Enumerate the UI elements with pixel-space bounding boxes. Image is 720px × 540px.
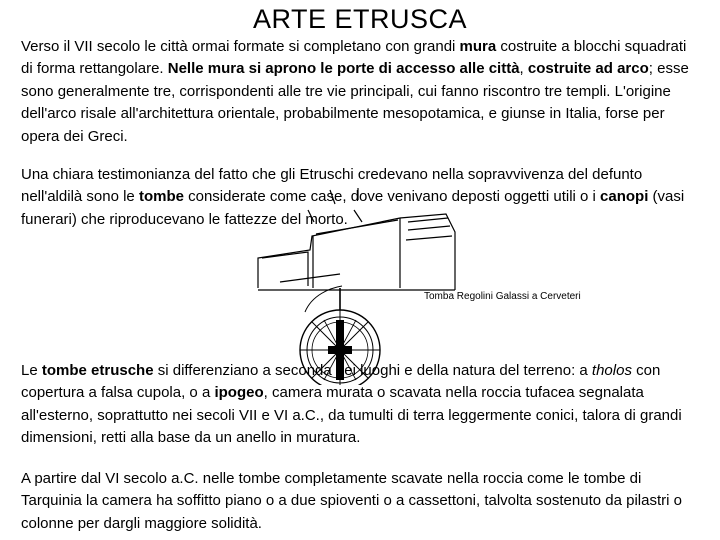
p3-segment: Le — [21, 362, 42, 379]
p1-segment: Verso il VII secolo le città ormai formate si completano con grandi — [21, 38, 460, 55]
p2-segment: (vasi funerari) che riproducevano le fattezze del morto. — [21, 188, 685, 228]
p1-segment: costruite a blocchi squadrati di forma rettangolare. — [21, 38, 687, 78]
p3-segment: ipogeo — [214, 384, 264, 402]
p3-segment: con copertura a falsa cupola, o a — [21, 362, 661, 402]
p1-segment: , — [519, 60, 528, 78]
image-caption: Tomba Regolini Galassi a Cerveteri — [424, 291, 581, 302]
page-title: ARTE ETRUSCA — [252, 4, 468, 34]
p1-segment: mura — [459, 38, 497, 55]
p2-segment: canopi — [600, 188, 649, 206]
p2-segment: Una chiara testimonianza del fatto che gli Etruschi credevano nella sopravvivenza del defunto nell'aldilà sono le — [21, 166, 643, 206]
p4-segment: A partire dal VI secolo a.C. nelle tombe completamente scavate nella roccia come le tombe di Tarquinia la camera ha soffitto piano o a due spioventi o a cassettoni, talvolta sostenuto da pilastri o colonne per dargli maggiore solidità. — [21, 470, 682, 532]
p3-segment: tombe etrusche — [41, 362, 154, 379]
p3-segment: , camera murata o scavata nella roccia tufacea segnalata all'esterno, soprattutto nei secoli VII e VI a.C., da tumulti di terra leggermente conici, talora di grandi dimensioni, retti alla base da un anello in muratura. — [21, 384, 682, 447]
p2-segment: considerate come case, dove venivano deposti oggetti utili o i — [183, 188, 601, 206]
paragraph-tombs-afterlife — [21, 164, 701, 231]
p2-segment: tombe — [138, 188, 184, 206]
p3-segment: tholos — [591, 362, 632, 379]
p1-segment: Nelle mura si aprono le porte di accesso alle città — [167, 60, 520, 78]
paragraph-city-walls — [21, 36, 701, 148]
p3-segment: si differenziano a seconda dei luoghi e della natura del terreno: a — [153, 362, 592, 379]
paragraph-tarquinia — [21, 468, 701, 535]
p1-segment: ; esse sono generalmente tre, corrispondenti alle tre vie principali, cui fanno riscontro tre templi. L'origine dell'arco risale all'architettura orientale, probabilmente mesopotamica, e giunse in Italia, forse per opera dei Greci. — [21, 60, 689, 145]
paragraph-tomb-types — [21, 360, 701, 450]
p1-segment: costruite ad arco — [527, 60, 649, 78]
